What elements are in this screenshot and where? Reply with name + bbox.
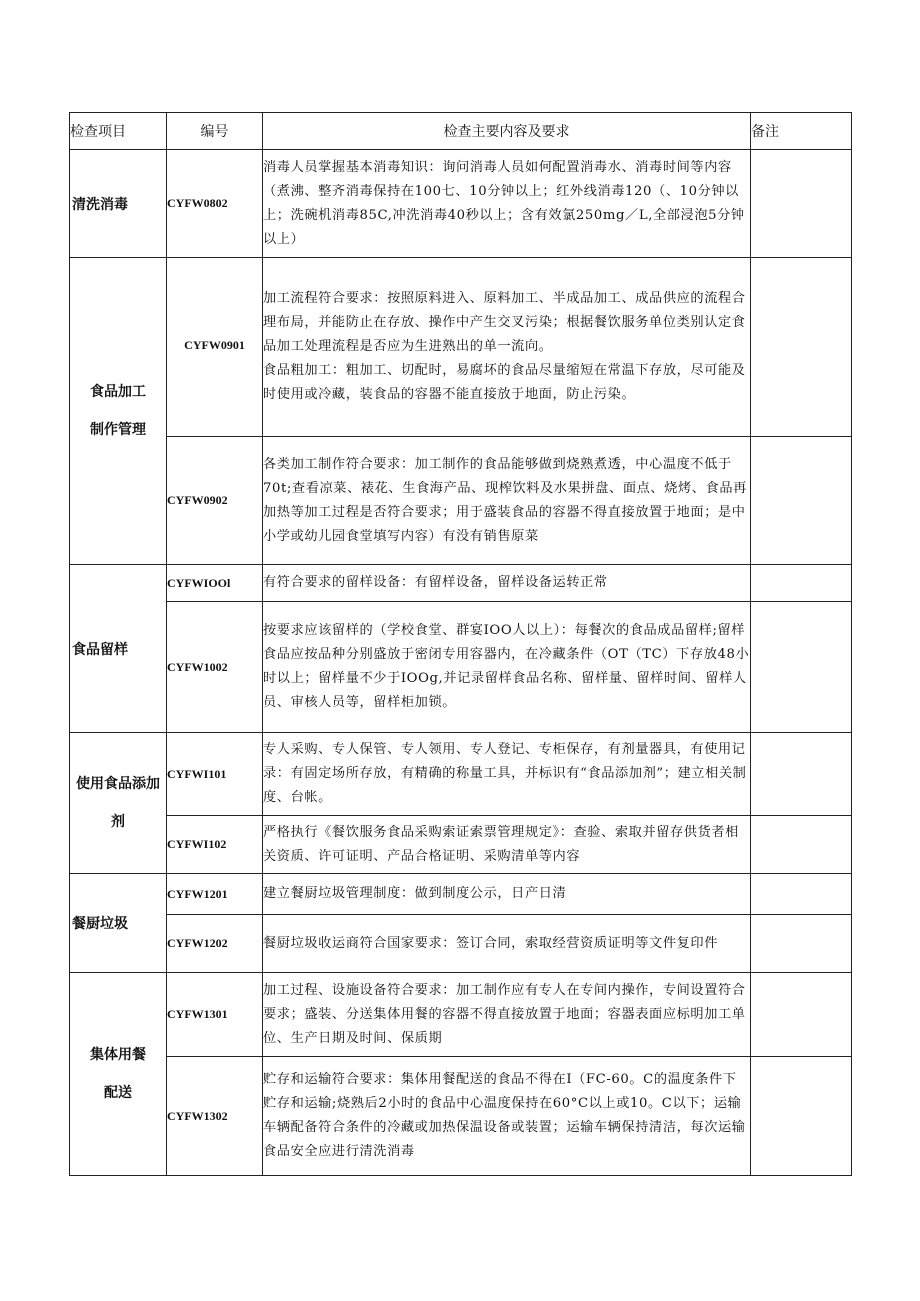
item-line: 剂 [111,814,125,830]
content-text: 专人采购、专人保管、专人领用、专人登记、专柜保存，有剂量器具，有使用记录：有固定场所存放，有精确的称量工具，并标识有“食品添加剂”；建立相关制度、台帐。 [263,742,747,805]
content-cell [263,258,751,437]
table-row [70,1057,852,1176]
header-code: 编号 [167,113,263,150]
item-food-processing [70,258,167,565]
note-cell [751,437,852,565]
table-row [70,437,852,565]
note-cell [751,150,852,258]
header-item: 检查项目 [70,113,167,150]
code-cell: CYFW0901 [167,258,263,437]
code-cell: CYFWIOOl [167,565,263,602]
content-cell [263,874,751,915]
code-cell: CYFWI102 [167,816,263,874]
content-text: 加工过程、设施设备符合要求：加工制作应有专人在专间内操作，专间设置符合要求；盛装、分送集体用餐的容器不得直接放置于地面；容器表面应标明加工单位、生产日期及时间、保质期 [263,982,746,1046]
inspection-table [69,112,852,1176]
content-text: 贮存和运输符合要求：集体用餐配送的食品不得在I（FC-60。C的温度条件下贮存和运输;烧熟后2小时的食品中心温度保持在60°C以上或10。C以下；运输车辆配备符合条件的冷藏或加热保温设备或装置；运输车辆保持清洁，每次运输食品安全应进行清洗消毒 [263,1072,746,1159]
header-content: 检查主要内容及要求 [263,113,751,150]
content-cell [263,602,751,733]
note-cell [751,874,852,915]
content-text: 消毒人员掌握基本消毒知识：询问消毒人员如何配置消毒水、消毒时间等内容（煮沸、整齐消毒保持在100七、10分钟以上；红外线消毒120（、10分钟以上；洗碗机消毒85C,冲洗消毒40秒以上；含有效氯250mg／L,全部浸泡5分钟以上） [263,159,745,247]
content-cell [263,1057,751,1176]
content-text: 建立餐厨垃圾管理制度：做到制度公示，日产日清 [263,886,567,901]
content-text: 加工流程符合要求：按照原料进入、原料加工、半成品加工、成品供应的流程合理布局，并能防止在存放、操作中产生交叉污染；根据餐饮服务单位类别认定食品加工处理流程是否应为生进熟出的单一流向。 [263,291,746,354]
item-kitchen-waste: 餐厨垃圾 [70,874,167,973]
content-cell [263,150,751,258]
table-row [70,733,852,816]
content-cell [263,733,751,816]
item-line: 配送 [104,1085,132,1101]
note-cell [751,258,852,437]
note-cell [751,565,852,602]
content-text: 各类加工制作符合要求：加工制作的食品能够做到烧熟煮透，中心温度不低于70t;查看凉菜、裱花、生食海产品、现榨饮料及水果拼盘、面点、烧烤、食品再加热等加工过程是否符合要求；用于盛装食品的容器不得直接放置于地面；是中小学或幼儿园食堂填写内容）有没有销售原菜 [263,456,747,544]
table-row [70,565,852,602]
code-cell: CYFW0802 [167,150,263,258]
content-cell [263,437,751,565]
item-line: 制作管理 [90,422,146,438]
item-line: 集体用餐 [90,1047,146,1063]
note-cell [751,915,852,973]
table-row [70,973,852,1057]
item-food-sample: 食品留样 [70,565,167,733]
content-text: 有符合要求的留样设备：有留样设备，留样设备运转正常 [263,575,608,590]
code-cell: CYFW1201 [167,874,263,915]
content-cell [263,565,751,602]
item-line: 食品加工 [90,384,146,400]
note-cell [751,816,852,874]
content-text: 严格执行《餐饮服务食品采购索证索票管理规定》：查验、索取并留存供货者相关资质、许可证明、产品合格证明、采购清单等内容 [263,824,739,864]
header-note: 备注 [751,113,852,150]
header-row [70,113,852,150]
code-cell: CYFW1302 [167,1057,263,1176]
code-cell: CYFW1301 [167,973,263,1057]
content-text: 食品粗加工：粗加工、切配时，易腐坏的食品尽量缩短在常温下存放，尽可能及时使用或冷藏，装食品的容器不能直接放于地面，防止污染。 [263,363,746,402]
code-cell: CYFWI101 [167,733,263,816]
table-row [70,915,852,973]
item-group-meal-delivery [70,973,167,1176]
code-cell: CYFW1202 [167,915,263,973]
content-text: 餐厨垃圾收运商符合国家要求：签订合同，索取经营资质证明等文件复印件 [263,935,718,951]
table-row [70,602,852,733]
note-cell [751,973,852,1057]
table-row [70,816,852,874]
item-line: 使用食品添加 [76,776,160,792]
note-cell [751,602,852,733]
table-row [70,150,852,258]
content-cell [263,915,751,973]
table-row [70,258,852,437]
content-cell [263,816,751,874]
note-cell [751,1057,852,1176]
item-food-additive [70,733,167,874]
code-cell: CYFW1002 [167,602,263,733]
table-row [70,874,852,915]
note-cell [751,733,852,816]
code-cell: CYFW0902 [167,437,263,565]
content-text: 按要求应该留样的（学校食堂、群宴IOO人以上）：每餐次的食品成品留样;留样食品应按品种分别盛放于密闭专用容器内，在冷藏条件（OT（TC）下存放48小时以上；留样量不少于IOOg,并记录留样食品名称、留样量、留样时间、留样人员、审核人员等，留样柜加锁。 [263,623,750,710]
item-cleaning: 清洗消毒 [70,150,167,258]
content-cell [263,973,751,1057]
